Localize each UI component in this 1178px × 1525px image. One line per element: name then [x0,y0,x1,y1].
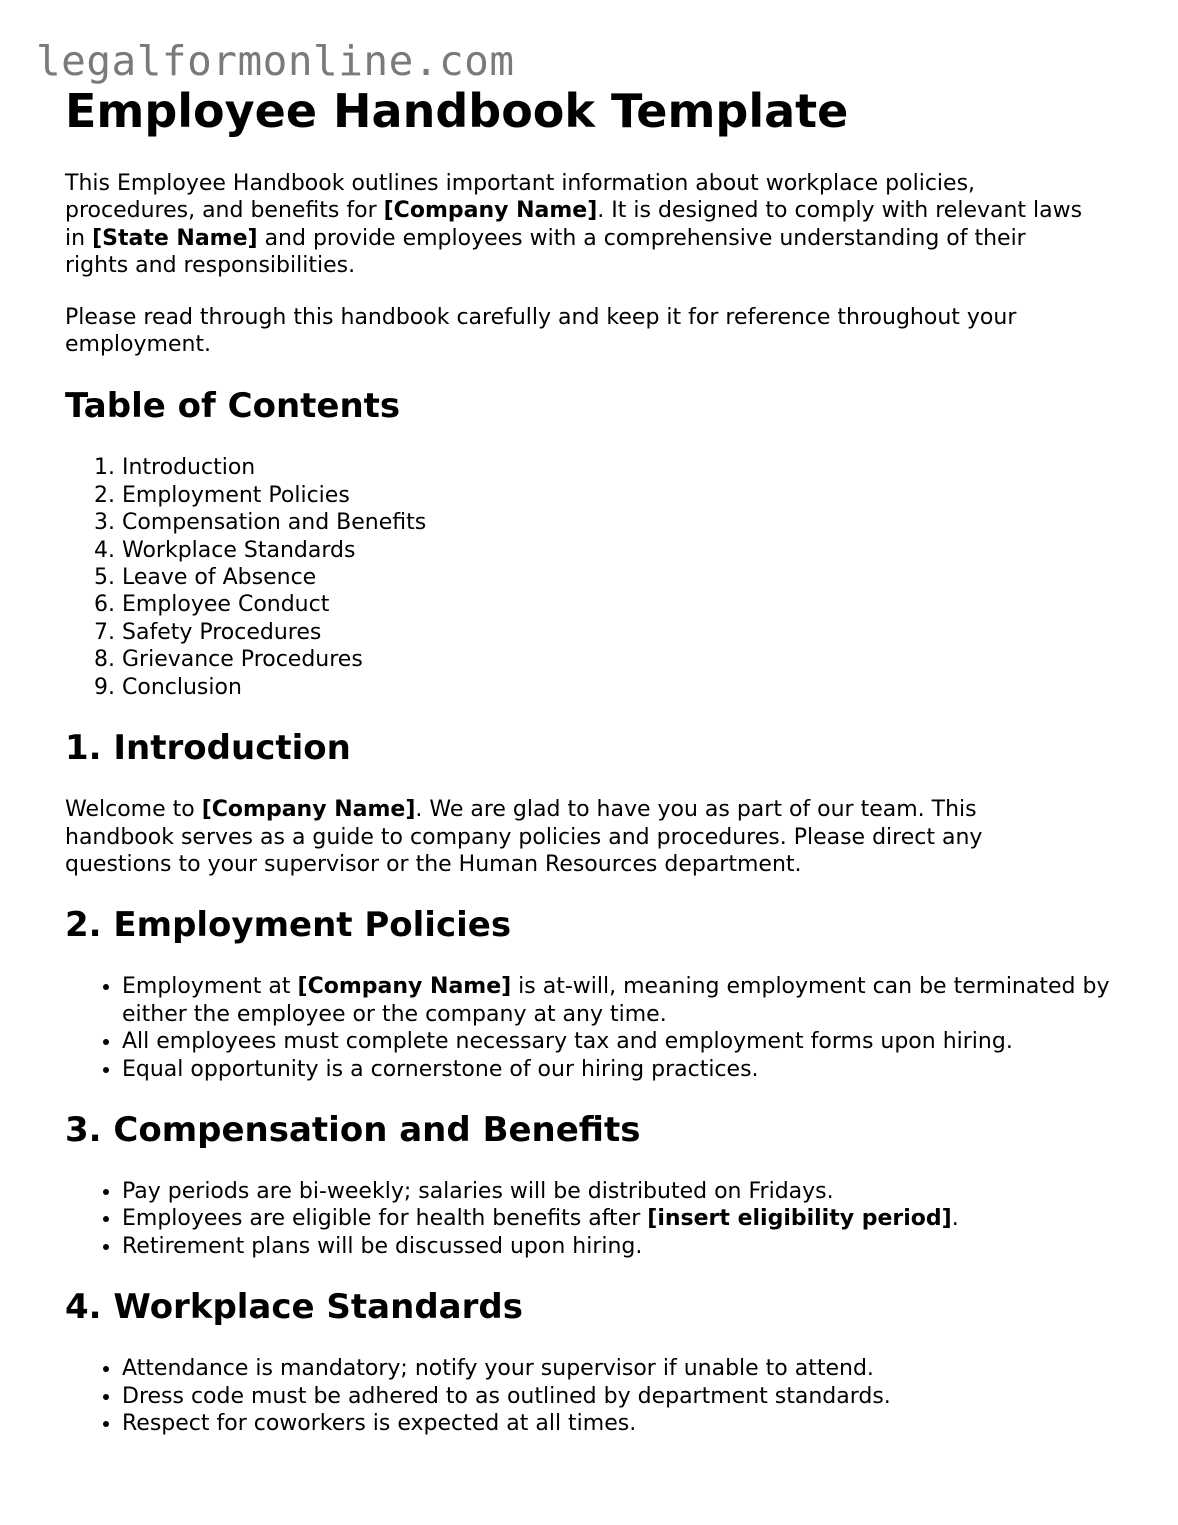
document-title: Employee Handbook Template [65,84,849,138]
toc-item-grievance-procedures: 8. Grievance Procedures [122,646,1125,673]
welcome-text-a: Welcome to [65,797,202,823]
list-item: • Dress code must be adhered to as outlined by department standards. [122,1383,1122,1410]
list-item [122,1205,1122,1232]
benefits-text-a: Employees are eligible for health benefits after [122,1206,648,1232]
toc-item-employment-policies: 2. Employment Policies [122,482,1125,509]
toc-item-introduction: 1. Introduction [122,454,1125,481]
list-item: • Attendance is mandatory; notify your supervisor if unable to attend. [122,1355,1122,1382]
employment-policies-list [65,973,1122,1083]
section-introduction-heading: 1. Introduction [65,728,351,769]
list-item: • Pay periods are bi-weekly; salaries will be distributed on Fridays. [122,1178,1122,1205]
toc-heading: Table of Contents [65,386,401,427]
eligibility-period-placeholder: [insert eligibility period] [647,1206,952,1232]
section-compensation-heading: 3. Compensation and Benefits [65,1109,641,1150]
workplace-standards-list [65,1355,1122,1437]
company-name-placeholder: [Company Name] [201,797,416,823]
intro-text-c: and provide employees with a comprehensive understanding of their rights and responsibilities. [65,225,1026,279]
list-item: • All employees must complete necessary tax and employment forms upon hiring. [122,1028,1122,1055]
toc-item-compensation-benefits: 3. Compensation and Benefits [122,509,1125,536]
company-name-placeholder: [Company Name] [297,974,512,1000]
list-item: • Respect for coworkers is expected at all times. [122,1410,1122,1437]
intro-text-a: This Employee Handbook outlines important information about workplace policies, procedures, and benefits for [65,171,976,224]
welcome-text-b: . We are glad to have you as part of our team. This handbook serves as a guide to company policies and procedures. Please direct any questions to your supervisor or the Human Resources department. [65,797,983,877]
list-item [122,973,1122,1028]
toc-item-safety-procedures: 7. Safety Procedures [122,619,1125,646]
list-item: • Retirement plans will be discussed upon hiring. [122,1233,1122,1260]
policy-text-b: is at-will, meaning employment can be terminated by either the employee or the company at any time. [122,974,1110,1027]
company-name-placeholder: [Company Name] [383,198,598,224]
watermark-text: legalformonline.com [36,37,515,85]
section-employment-policies-heading: 2. Employment Policies [65,905,512,946]
document-page [65,82,1125,1437]
list-item: • Equal opportunity is a cornerstone of our hiring practices. [122,1056,1122,1083]
intro-text-b: . It is designed to comply with relevant laws in [65,198,1083,251]
toc-list [65,454,1125,701]
section-introduction-paragraph [65,796,1065,878]
toc-item-conclusion: 9. Conclusion [122,674,1125,701]
toc-item-workplace-standards: 4. Workplace Standards [122,537,1125,564]
section-workplace-standards-heading: 4. Workplace Standards [65,1287,523,1328]
toc-item-employee-conduct: 6. Employee Conduct [122,591,1125,618]
state-name-placeholder: [State Name] [92,225,258,251]
benefits-text-b: . [951,1206,959,1232]
toc-item-leave-of-absence: 5. Leave of Absence [122,564,1125,591]
policy-text-a: Employment at [122,974,298,1000]
read-instructions-paragraph: Please read through this handbook carefully and keep it for reference throughout your employment. [65,304,1017,358]
compensation-list [65,1178,1122,1260]
intro-paragraph [65,170,1085,280]
